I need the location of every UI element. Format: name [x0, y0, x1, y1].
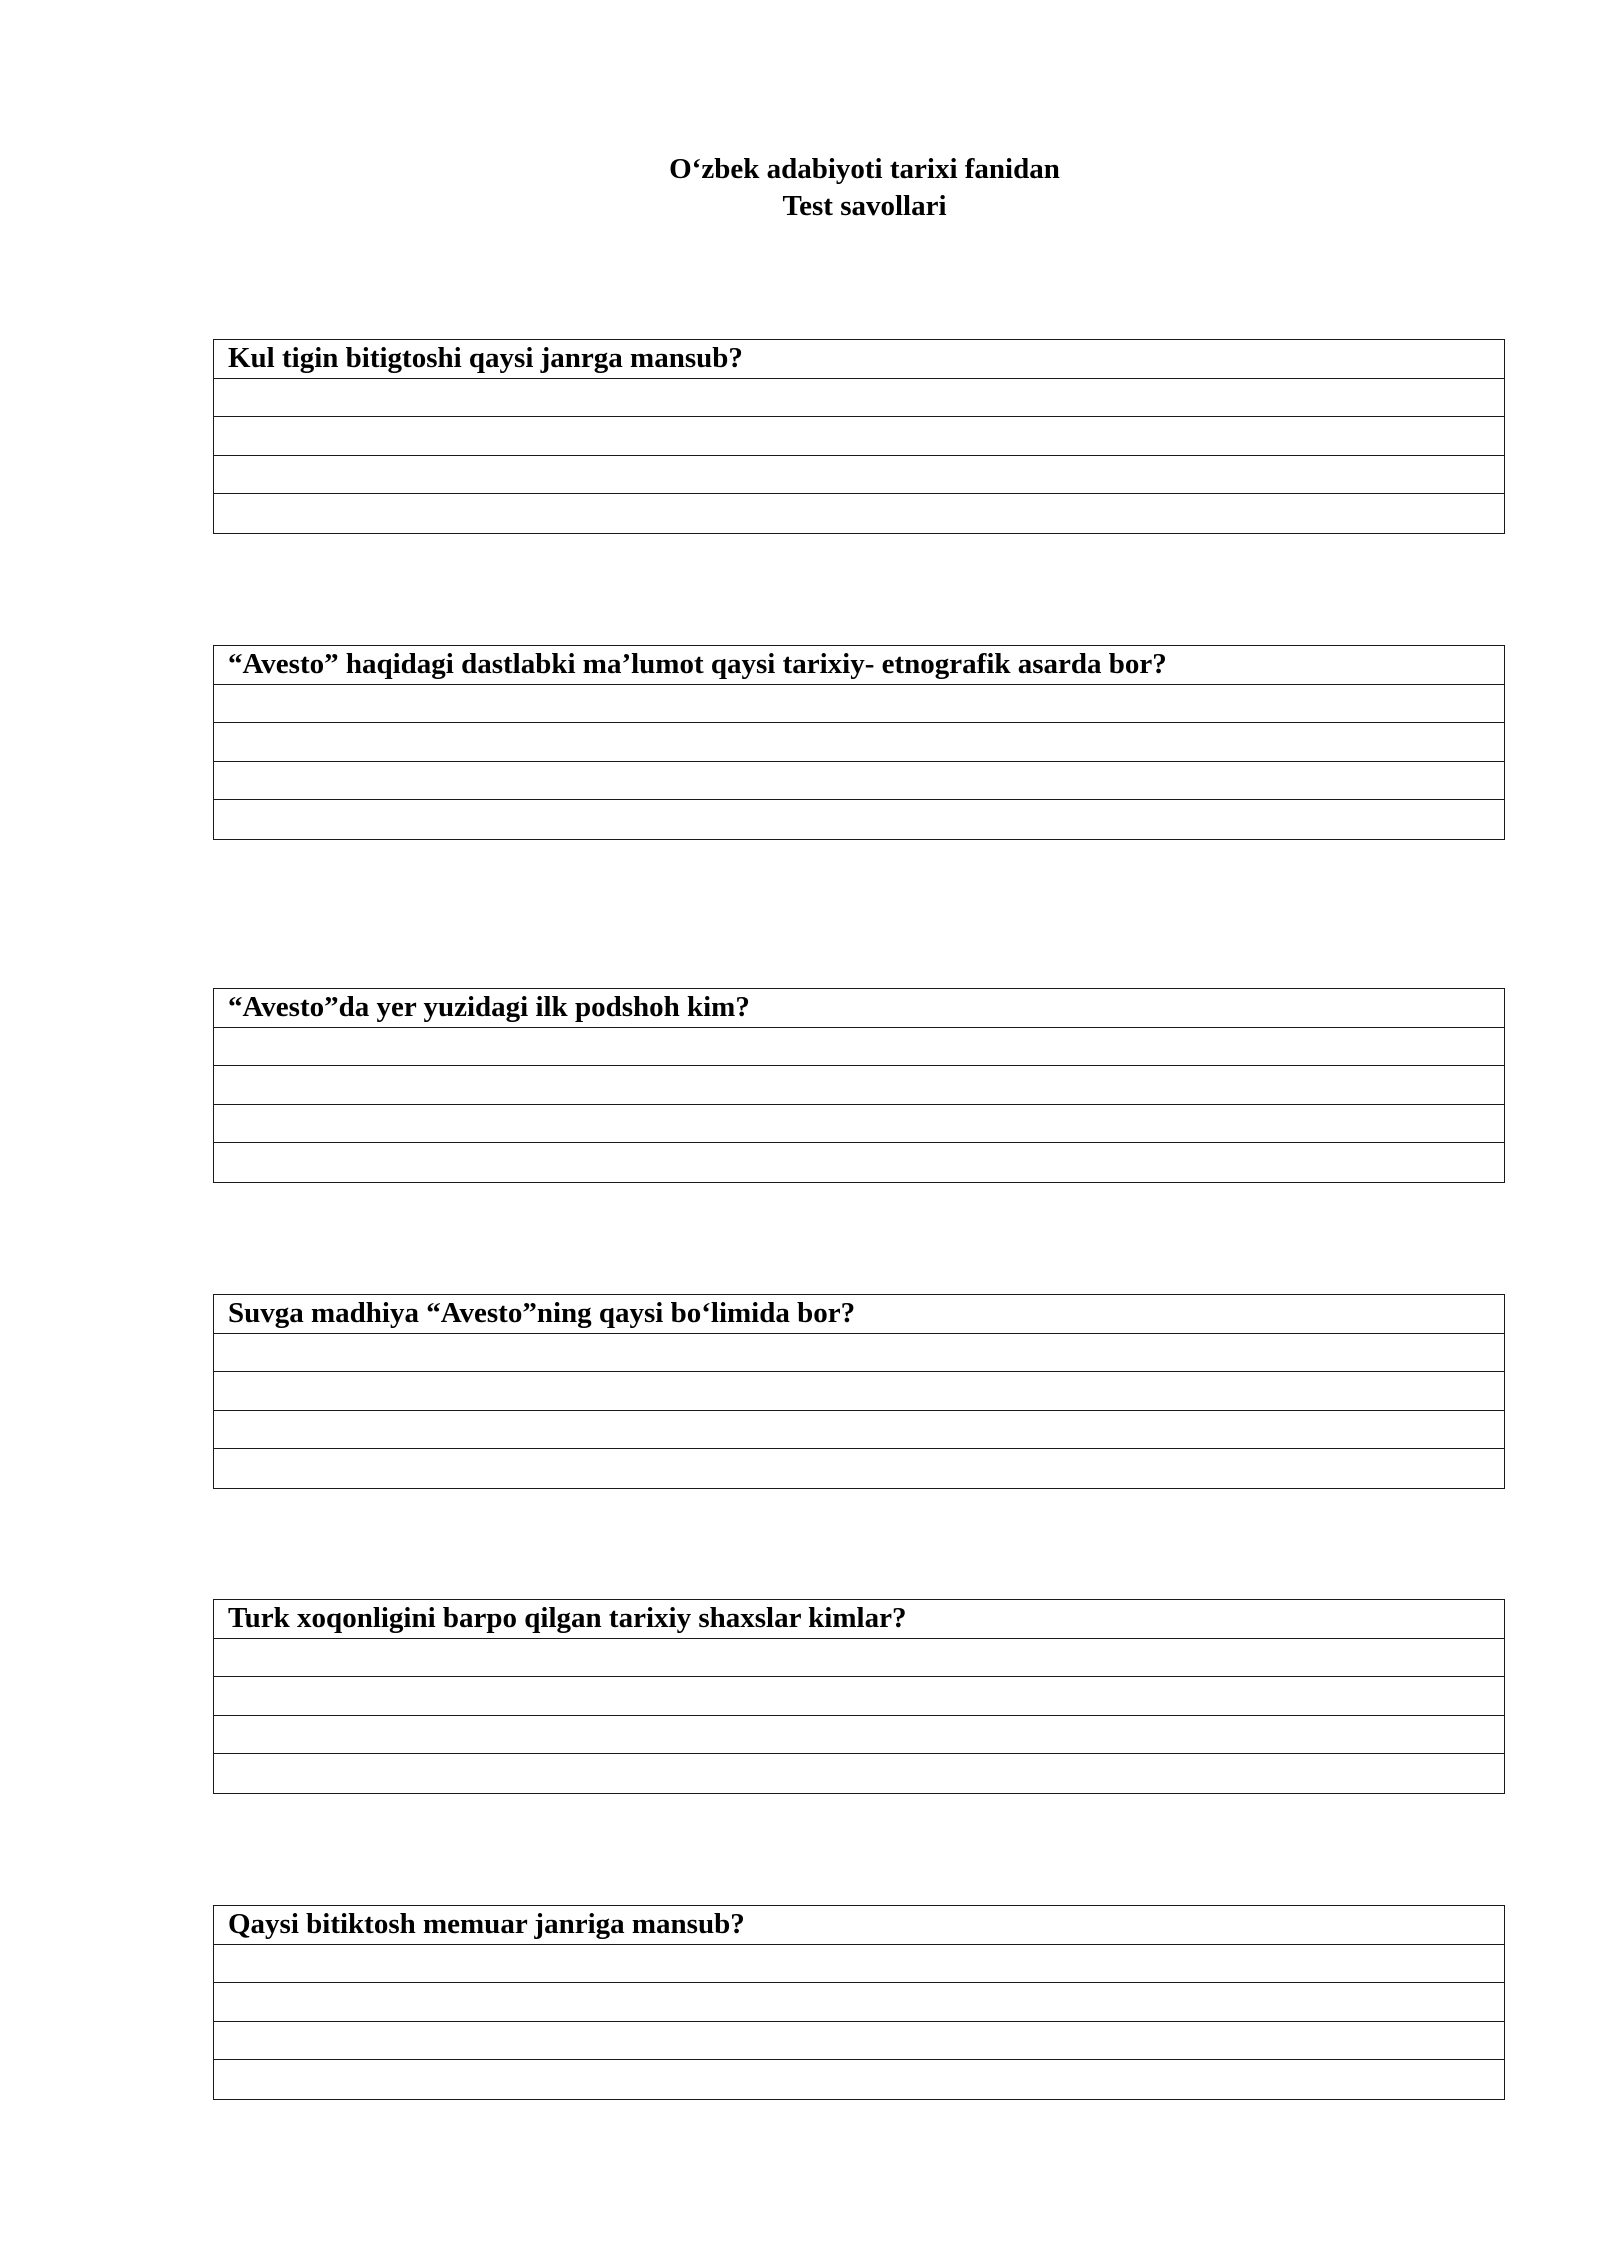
question-text: “Avesto”da yer yuzidagi ilk podshoh kim?: [214, 989, 1504, 1028]
question-table-1: [213, 339, 1505, 534]
question-table-4: [213, 1294, 1505, 1489]
answer-row[interactable]: [214, 800, 1504, 839]
answer-row[interactable]: [214, 723, 1504, 762]
answer-row[interactable]: [214, 1372, 1504, 1411]
answer-row[interactable]: [214, 1716, 1504, 1755]
question-text: Qaysi bitiktosh memuar janriga mansub?: [214, 1906, 1504, 1945]
page-title: O‘zbek adabiyoti tarixi fanidan: [669, 153, 1060, 185]
answer-row[interactable]: [214, 456, 1504, 495]
answer-row[interactable]: [214, 762, 1504, 801]
answer-row[interactable]: [214, 1945, 1504, 1984]
question-text: “Avesto” haqidagi dastlabki ma’lumot qaysi tarixiy- etnografik asarda bor?: [214, 646, 1504, 685]
answer-row[interactable]: [214, 1411, 1504, 1450]
answer-row[interactable]: [214, 1066, 1504, 1105]
answer-row[interactable]: [214, 1677, 1504, 1716]
answer-row[interactable]: [214, 1028, 1504, 1067]
question-text: Kul tigin bitigtoshi qaysi janrga mansub?: [214, 340, 1504, 379]
answer-row[interactable]: [214, 2022, 1504, 2061]
answer-row[interactable]: [214, 2060, 1504, 2099]
question-table-3: [213, 988, 1505, 1183]
answer-row[interactable]: [214, 685, 1504, 724]
answer-row[interactable]: [214, 1983, 1504, 2022]
answer-row[interactable]: [214, 1754, 1504, 1793]
question-table-2: [213, 645, 1505, 840]
question-text: Suvga madhiya “Avesto”ning qaysi bo‘limida bor?: [214, 1295, 1504, 1334]
answer-row[interactable]: [214, 1143, 1504, 1182]
answer-row[interactable]: [214, 379, 1504, 418]
answer-row[interactable]: [214, 417, 1504, 456]
answer-row[interactable]: [214, 1449, 1504, 1488]
answer-row[interactable]: [214, 494, 1504, 533]
page-subtitle: Test savollari: [782, 190, 947, 222]
answer-row[interactable]: [214, 1105, 1504, 1144]
question-table-5: [213, 1599, 1505, 1794]
answer-row[interactable]: [214, 1639, 1504, 1678]
question-text: Turk xoqonligini barpo qilgan tarixiy shaxslar kimlar?: [214, 1600, 1504, 1639]
question-table-6: [213, 1905, 1505, 2100]
page-header: [0, 151, 1600, 225]
answer-row[interactable]: [214, 1334, 1504, 1373]
